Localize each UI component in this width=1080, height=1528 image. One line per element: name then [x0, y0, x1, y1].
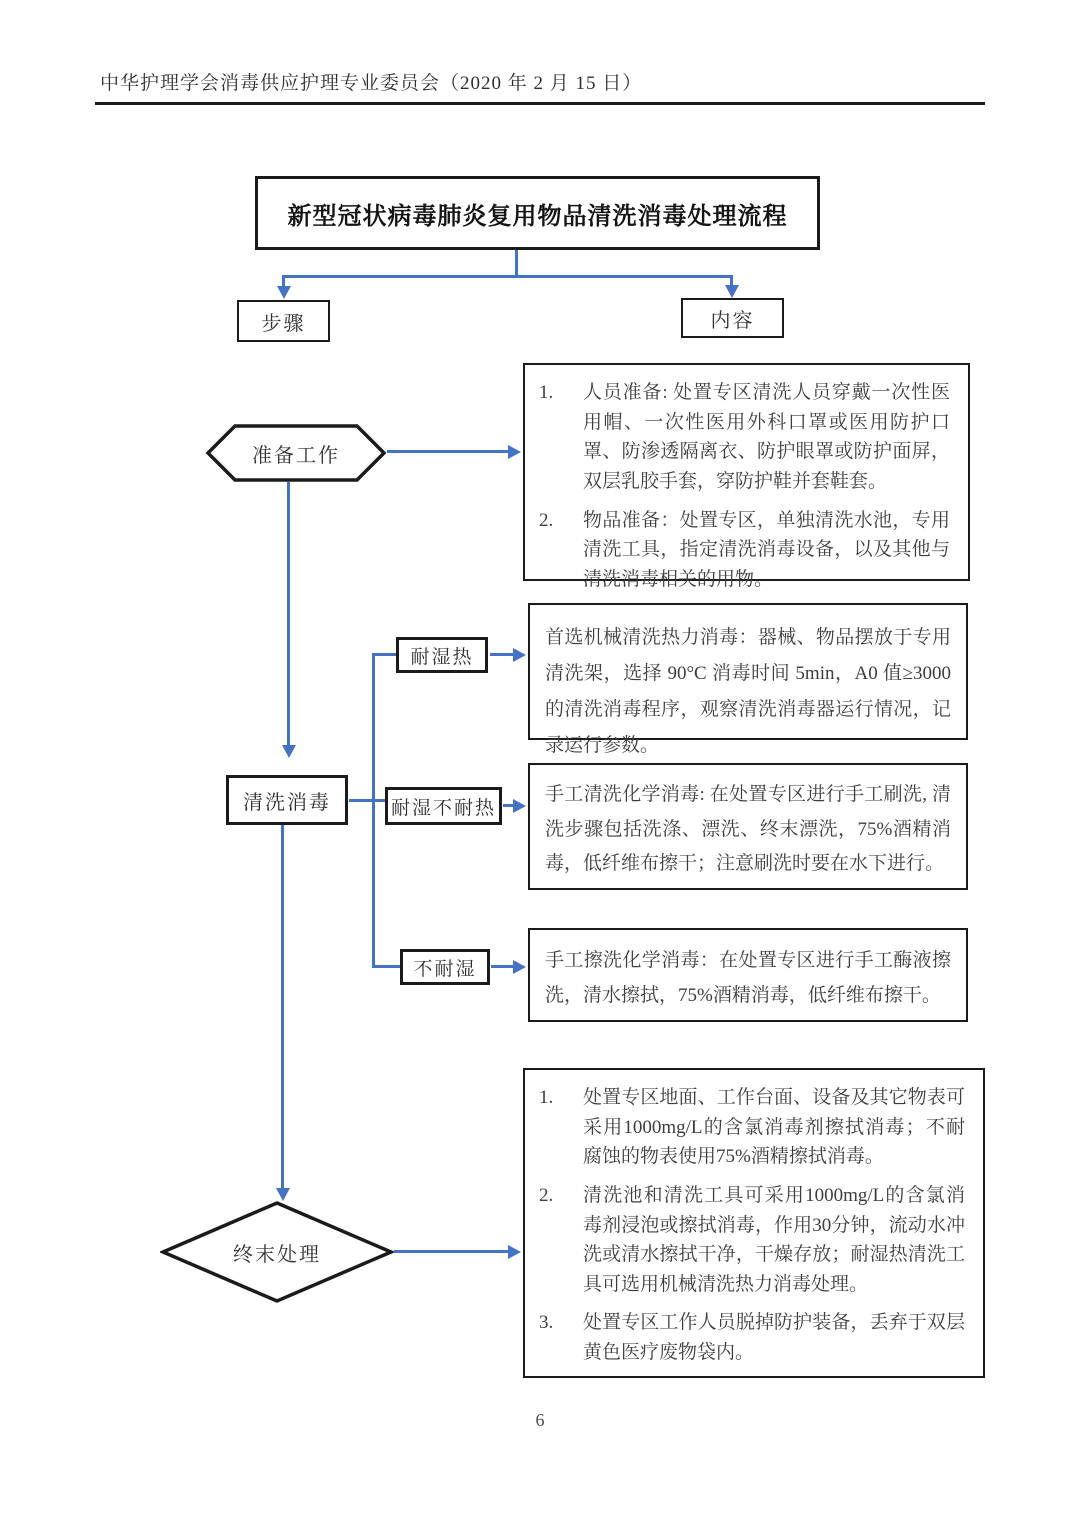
- connector-branch-trunk: [372, 653, 375, 968]
- item-text: 处置专区工作人员脱掉防护装备，丢弃于双层黄色医疗废物袋内。: [583, 1312, 965, 1363]
- connector-title-stem: [515, 250, 518, 277]
- content-box-prepare: [523, 363, 970, 590]
- connector-title-split: [284, 275, 733, 278]
- connector-prepare-to-clean: [287, 482, 290, 747]
- step-node-terminal: [160, 1200, 394, 1304]
- list-item: [539, 378, 950, 497]
- arrowhead-not-wet: [513, 960, 526, 974]
- step-node-clean: 清洗消毒: [226, 775, 348, 825]
- step-label-terminal: 终末处理: [233, 1243, 321, 1266]
- list-item: [539, 1083, 965, 1172]
- item-text: 人员准备: 处置专区清洗人员穿戴一次性医用帽、一次性医用外科口罩或医用防护口罩、防渗透隔离衣、防护眼罩或防护面屏，双层乳胶手套，穿防护鞋并套鞋套。: [583, 382, 950, 492]
- column-header-steps: 步骤: [237, 300, 330, 342]
- connector-elbow-heat: [372, 653, 397, 656]
- item-number: 2.: [539, 1184, 554, 1206]
- item-text: 处置专区地面、工作台面、设备及其它物表可采用1000mg/L的含氯消毒剂擦拭消毒；不耐腐蚀的物表使用75%酒精擦拭消毒。: [583, 1087, 965, 1168]
- content-box-not-wet: 手工擦洗化学消毒：在处置专区进行手工酶液擦洗，清水擦拭，75%酒精消毒，低纤维布擦干。: [528, 928, 968, 1022]
- page-number: 6: [535, 1410, 545, 1430]
- item-text: 物品准备：处置专区，单独清洗水池，专用清洗工具，指定清洗消毒设备，以及其他与清洗消毒相关的用物。: [583, 509, 950, 590]
- step-label-prepare: 准备工作: [252, 444, 340, 467]
- content-box-heat-tolerant: 首选机械清洗热力消毒：器械、物品摆放于专用清洗架，选择 90°C 消毒时间 5min，A0 值≥3000 的清洗消毒程序，观察清洗消毒器运行情况，记录运行参数。: [528, 603, 968, 740]
- list-item: [539, 1181, 965, 1300]
- content-box-wet-not-heat: 手工清洗化学消毒: 在处置专区进行手工刷洗, 清洗步骤包括洗涤、漂洗、终末漂洗，75%酒精消毒，低纤维布擦干；注意刷洗时要在水下进行。: [528, 763, 968, 890]
- list-item: [539, 1308, 965, 1367]
- branch-node-wet-not-heat: 耐湿不耐热: [385, 787, 502, 825]
- arrowhead-steps: [277, 286, 291, 299]
- step-node-prepare: [205, 424, 387, 482]
- connector-clean-to-terminal: [281, 825, 284, 1190]
- flowchart-title: 新型冠状病毒肺炎复用物品清洗消毒处理流程: [255, 176, 820, 250]
- item-number: 3.: [539, 1312, 554, 1334]
- arrowhead-terminal-content: [508, 1245, 521, 1259]
- header-divider: [95, 102, 985, 105]
- document-header: 中华护理学会消毒供应护理专业委员会（2020 年 2 月 15 日）: [100, 73, 643, 94]
- list-item: [539, 506, 950, 595]
- connector-heat: [490, 653, 514, 656]
- arrowhead-wet-not-heat: [513, 799, 526, 813]
- item-text: 清洗池和清洗工具可采用1000mg/L的含氯消毒剂浸泡或擦拭消毒，作用30分钟，流动水冲洗或清水擦拭干净，干燥存放；耐湿热清洗工具可选用机械清洗热力消毒处理。: [583, 1184, 965, 1295]
- item-number: 1.: [539, 1087, 554, 1108]
- connector-terminal: [394, 1250, 509, 1253]
- arrowhead-content: [725, 285, 739, 298]
- arrowhead-heat: [513, 648, 526, 662]
- content-box-terminal: [523, 1068, 985, 1378]
- item-number: 1.: [539, 382, 554, 403]
- branch-node-heat-tolerant: 耐湿热: [396, 637, 488, 673]
- column-header-content: 内容: [681, 298, 784, 338]
- connector-elbow-notwet: [372, 965, 401, 968]
- connector-clean-branch: [349, 799, 386, 802]
- item-number: 2.: [539, 509, 554, 531]
- arrowhead-clean: [282, 745, 296, 758]
- connector-prepare: [387, 450, 509, 453]
- arrowhead-prepare: [508, 445, 521, 459]
- branch-node-not-wet: 不耐湿: [400, 949, 490, 985]
- connector-not-wet: [491, 965, 514, 968]
